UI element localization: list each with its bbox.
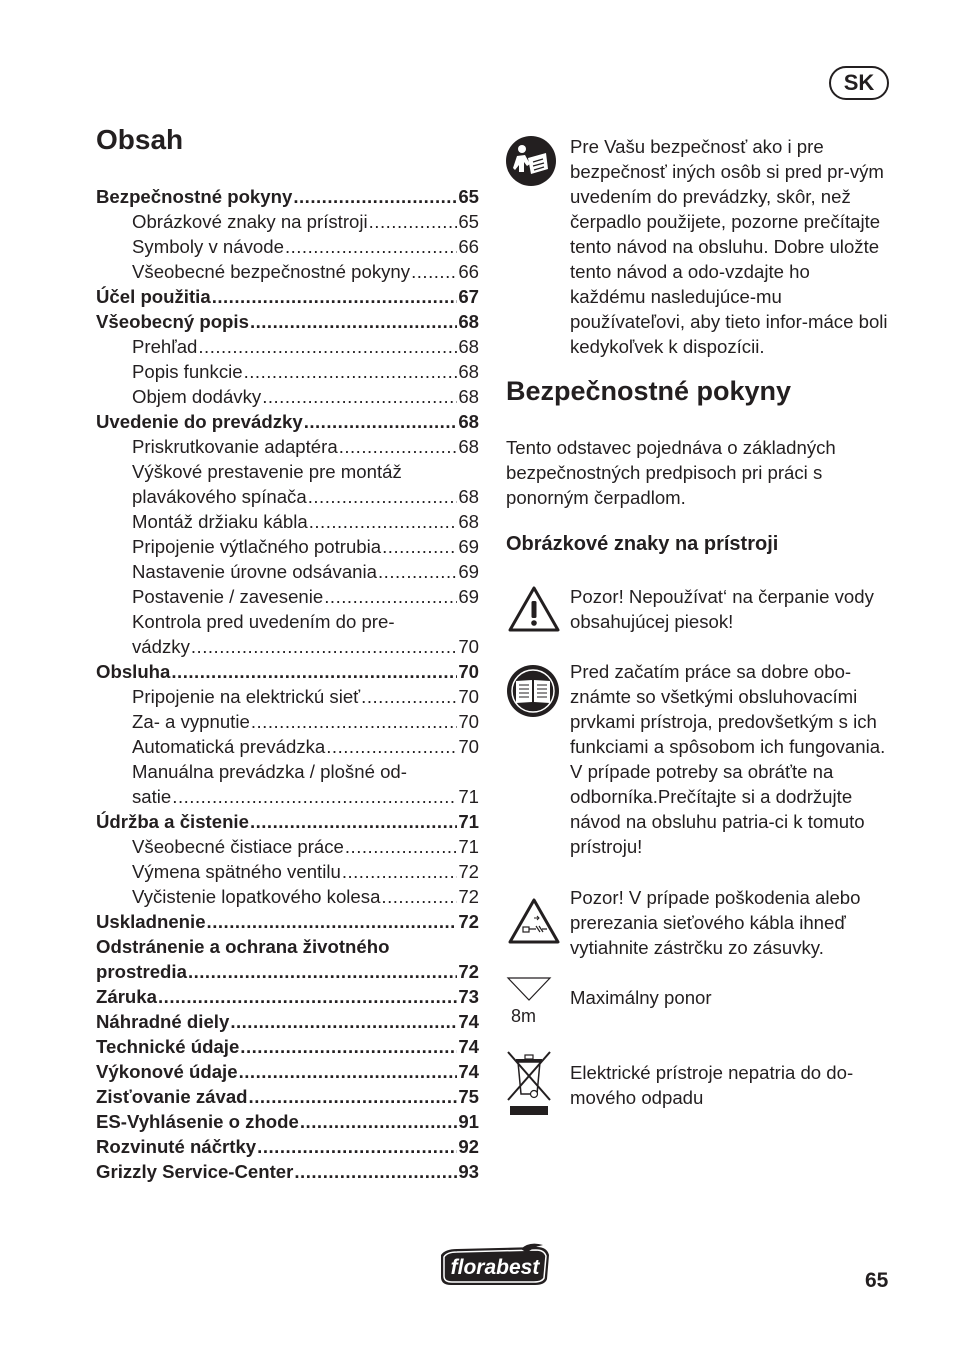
toc-entry-page: 69 xyxy=(458,561,479,582)
toc-entry-title-line1: Výškové prestavenie pre montáž xyxy=(132,461,402,482)
toc-entry[interactable] xyxy=(96,934,479,984)
toc-dot-leader xyxy=(171,659,457,684)
toc-entry-title: Popis funkcie xyxy=(132,361,243,382)
toc-entry-page: 71 xyxy=(458,786,479,807)
toc-dot-leader xyxy=(294,1159,457,1184)
toc-entry-title: Rozvinuté náčrtky xyxy=(96,1136,257,1157)
toc-dot-leader xyxy=(411,259,457,284)
toc-entry-page: 65 xyxy=(458,211,479,232)
toc-entry-page: 70 xyxy=(458,736,479,757)
toc-entry-page: 71 xyxy=(458,836,479,857)
toc-entry-page: 68 xyxy=(458,361,479,382)
toc-entry[interactable] xyxy=(96,684,479,709)
toc-entry-page: 68 xyxy=(458,336,479,357)
toc-entry-title: Montáž držiaku kábla xyxy=(132,511,308,532)
symbol-text-sand: Pozor! Nepoužívat‘ na čerpanie vody obsahujúcej piesok! xyxy=(570,586,874,632)
section-title: Bezpečnostné pokyny xyxy=(506,376,792,406)
toc-entry[interactable] xyxy=(96,184,479,209)
toc-entry-page: 66 xyxy=(458,261,479,282)
max-depth-label: 8m xyxy=(511,1006,537,1026)
open-book-icon xyxy=(506,664,560,723)
toc-entry[interactable] xyxy=(96,359,479,384)
toc-dot-leader xyxy=(172,784,457,809)
table-of-contents xyxy=(96,184,479,1184)
read-manual-text: Pre Vašu bezpečnosť ako i pre bezpečnosť iných osôb si pred pr-vým uvedením do prevádzky, skôr, než čerpadlo použijete, pozorne prečítajte tento návod na obsluhu. Dobre uložte tento návod a odo-vzdajte ho každému nasledujúce-mu používateľovi, aby tieto infor-máce boli kedykoľvek k dispozícii. xyxy=(570,136,888,357)
toc-entry-page: 65 xyxy=(458,186,479,207)
toc-entry-title: Uvedenie do prevádzky xyxy=(96,411,303,432)
toc-entry-title: Všeobecný popis xyxy=(96,311,249,332)
toc-entry-title: prostredia xyxy=(96,961,187,982)
toc-entry-page: 69 xyxy=(458,586,479,607)
toc-dot-leader xyxy=(324,584,457,609)
toc-entry-title: Pripojenie na elektrickú sieť xyxy=(132,686,361,707)
toc-entry-page: 71 xyxy=(458,811,479,832)
toc-entry-page: 75 xyxy=(458,1086,479,1107)
toc-entry-page: 91 xyxy=(458,1111,479,1132)
toc-entry-title: Postavenie / zavesenie xyxy=(132,586,324,607)
symbol-text-cable: Pozor! V prípade poškodenia alebo prerezania sieťového kábla ihneď vytiahnite zástrčku zo zásuvky. xyxy=(570,887,861,958)
toc-entry-page: 68 xyxy=(458,436,479,457)
toc-entry-page: 92 xyxy=(458,1136,479,1157)
logo-text: florabest xyxy=(450,1256,540,1279)
toc-entry-title: Obrázkové znaky na prístroji xyxy=(132,211,368,232)
toc-dot-leader xyxy=(191,634,457,659)
toc-dot-leader xyxy=(381,884,457,909)
toc-dot-leader xyxy=(361,684,457,709)
toc-dot-leader xyxy=(240,1034,457,1059)
toc-entry-page: 74 xyxy=(458,1036,479,1057)
toc-entry-page: 70 xyxy=(458,636,479,657)
toc-entry[interactable] xyxy=(96,609,479,659)
symbol-text-read-manual: Pred začatím práce sa dobre obo-známte so všetkými obsluhovacími prvkami prístroja, predovšetkým s ich funkciami a spôsobom ich fungovania. V prípade potreby sa obráťte na odborníka.Prečítajte si a dodržujte návod na obsluhu patria-ci k tomuto prístroju! xyxy=(570,661,886,857)
toc-entry[interactable] xyxy=(96,709,479,734)
toc-dot-leader xyxy=(212,284,458,309)
toc-entry-page: 72 xyxy=(458,911,479,932)
subsection-title: Obrázkové znaky na prístroji xyxy=(506,533,779,555)
toc-entry-title: Náhradné diely xyxy=(96,1011,230,1032)
toc-dot-leader xyxy=(369,209,458,234)
toc-entry-page: 70 xyxy=(458,686,479,707)
language-badge: SK xyxy=(829,66,889,100)
toc-entry[interactable] xyxy=(96,734,479,759)
toc-entry[interactable] xyxy=(96,759,479,809)
toc-entry[interactable] xyxy=(96,809,479,834)
toc-entry-page: 70 xyxy=(458,661,479,682)
toc-entry[interactable] xyxy=(96,1034,479,1059)
toc-dot-leader xyxy=(345,834,457,859)
toc-dot-leader xyxy=(309,509,458,534)
toc-entry-title: Záruka xyxy=(96,986,157,1007)
toc-entry[interactable] xyxy=(96,534,479,559)
toc-dot-leader xyxy=(342,859,458,884)
toc-entry[interactable] xyxy=(96,234,479,259)
max-depth-icon xyxy=(506,976,552,1031)
toc-entry[interactable] xyxy=(96,1134,479,1159)
toc-entry[interactable] xyxy=(96,1009,479,1034)
toc-entry[interactable] xyxy=(96,909,479,934)
toc-entry-title: Symboly v návode xyxy=(132,236,284,257)
toc-entry-page: 72 xyxy=(458,886,479,907)
toc-entry[interactable] xyxy=(96,1159,479,1184)
toc-entry-title: Výkonové údaje xyxy=(96,1061,238,1082)
toc-entry[interactable] xyxy=(96,384,479,409)
toc-dot-leader xyxy=(250,309,457,334)
toc-dot-leader xyxy=(339,434,458,459)
toc-entry[interactable] xyxy=(96,459,479,509)
toc-entry-title: Bezpečnostné pokyny xyxy=(96,186,293,207)
toc-dot-leader xyxy=(230,1009,457,1034)
toc-dot-leader xyxy=(250,809,457,834)
toc-entry-page: 68 xyxy=(458,511,479,532)
crossed-bin-icon xyxy=(506,1050,552,1121)
page-number: 65 xyxy=(865,1269,889,1292)
toc-entry-page: 72 xyxy=(458,861,479,882)
toc-entry[interactable] xyxy=(96,984,479,1009)
read-manual-icon xyxy=(506,136,556,191)
toc-entry-title: Priskrutkovanie adaptéra xyxy=(132,436,338,457)
toc-dot-leader xyxy=(285,234,457,259)
toc-entry[interactable] xyxy=(96,1059,479,1084)
toc-entry-title: plavákového spínača xyxy=(132,486,307,507)
toc-entry-title: Údržba a čistenie xyxy=(96,811,249,832)
toc-entry-page: 68 xyxy=(458,386,479,407)
toc-entry[interactable] xyxy=(96,859,479,884)
toc-entry-page: 66 xyxy=(458,236,479,257)
toc-entry[interactable] xyxy=(96,884,479,909)
toc-entry[interactable] xyxy=(96,334,479,359)
toc-dot-leader xyxy=(308,484,458,509)
toc-entry[interactable] xyxy=(96,259,479,284)
toc-entry-title: Automatická prevádzka xyxy=(132,736,326,757)
toc-dot-leader xyxy=(300,1109,457,1134)
toc-dot-leader xyxy=(239,1059,458,1084)
toc-entry-page: 68 xyxy=(458,311,479,332)
toc-entry-title: Vyčistenie lopatkového kolesa xyxy=(132,886,381,907)
toc-dot-leader xyxy=(382,534,457,559)
toc-entry-title: Výmena spätného ventilu xyxy=(132,861,341,882)
damaged-cable-warning-icon xyxy=(506,896,562,951)
toc-entry-page: 70 xyxy=(458,711,479,732)
toc-entry[interactable] xyxy=(96,1084,479,1109)
toc-entry-title: Účel použitia xyxy=(96,286,211,307)
toc-entry-page: 68 xyxy=(458,486,479,507)
toc-entry-page: 74 xyxy=(458,1011,479,1032)
toc-entry-title-line1: Kontrola pred uvedením do pre- xyxy=(132,611,395,632)
toc-entry[interactable] xyxy=(96,559,479,584)
toc-dot-leader xyxy=(378,559,457,584)
toc-dot-leader xyxy=(257,1134,457,1159)
toc-entry[interactable] xyxy=(96,1109,479,1134)
toc-entry-title: Uskladnenie xyxy=(96,911,206,932)
toc-dot-leader xyxy=(326,734,457,759)
toc-entry-page: 72 xyxy=(458,961,479,982)
toc-entry[interactable] xyxy=(96,584,479,609)
section-intro: Tento odstavec pojednáva o základných bezpečnostných predpisoch pri práci s ponorným čerpadlom. xyxy=(506,437,836,508)
toc-entry-title: Obsluha xyxy=(96,661,171,682)
toc-entry[interactable] xyxy=(96,284,479,309)
toc-entry-page: 69 xyxy=(458,536,479,557)
florabest-logo xyxy=(437,1243,553,1294)
toc-entry-title: Všeobecné bezpečnostné pokyny xyxy=(132,261,411,282)
toc-entry-title: Pripojenie výtlačného potrubia xyxy=(132,536,382,557)
toc-entry-title-line1: Manuálna prevádzka / plošné od- xyxy=(132,761,407,782)
toc-entry-page: 74 xyxy=(458,1061,479,1082)
toc-entry-title: Nastavenie úrovne odsávania xyxy=(132,561,377,582)
toc-entry[interactable] xyxy=(96,509,479,534)
warning-triangle-icon xyxy=(506,584,562,639)
toc-entry-page: 73 xyxy=(458,986,479,1007)
toc-entry-page: 67 xyxy=(458,286,479,307)
toc-entry[interactable] xyxy=(96,659,479,684)
toc-dot-leader xyxy=(293,184,457,209)
toc-dot-leader xyxy=(262,384,457,409)
symbol-text-weee: Elektrické prístroje nepatria do do-mového odpadu xyxy=(570,1062,854,1108)
toc-dot-leader xyxy=(304,409,458,434)
toc-entry-title: Zisťovanie závad xyxy=(96,1086,248,1107)
toc-dot-leader xyxy=(158,984,457,1009)
toc-dot-leader xyxy=(244,359,458,384)
toc-entry[interactable] xyxy=(96,309,479,334)
toc-title: Obsah xyxy=(96,124,184,155)
toc-entry-title: vádzky xyxy=(132,636,190,657)
toc-entry-title: Grizzly Service-Center xyxy=(96,1161,294,1182)
toc-entry-title: Všeobecné čistiace práce xyxy=(132,836,344,857)
toc-dot-leader xyxy=(198,334,457,359)
toc-entry-title-line1: Odstránenie a ochrana životného xyxy=(96,936,390,957)
toc-entry[interactable] xyxy=(96,434,479,459)
toc-entry[interactable] xyxy=(96,409,479,434)
toc-entry-title: ES-Vyhlásenie o zhode xyxy=(96,1111,299,1132)
symbol-text-depth: Maximálny ponor xyxy=(570,987,712,1008)
toc-dot-leader xyxy=(207,909,458,934)
toc-entry-title: Objem dodávky xyxy=(132,386,262,407)
toc-entry-page: 68 xyxy=(458,411,479,432)
toc-entry-title: Prehľad xyxy=(132,336,198,357)
toc-dot-leader xyxy=(188,959,457,984)
toc-entry[interactable] xyxy=(96,209,479,234)
toc-entry-title: satie xyxy=(132,786,172,807)
toc-entry[interactable] xyxy=(96,834,479,859)
toc-entry-page: 93 xyxy=(458,1161,479,1182)
toc-dot-leader xyxy=(249,1084,458,1109)
toc-entry-title: Za- a vypnutie xyxy=(132,711,250,732)
toc-entry-title: Technické údaje xyxy=(96,1036,240,1057)
toc-dot-leader xyxy=(251,709,457,734)
